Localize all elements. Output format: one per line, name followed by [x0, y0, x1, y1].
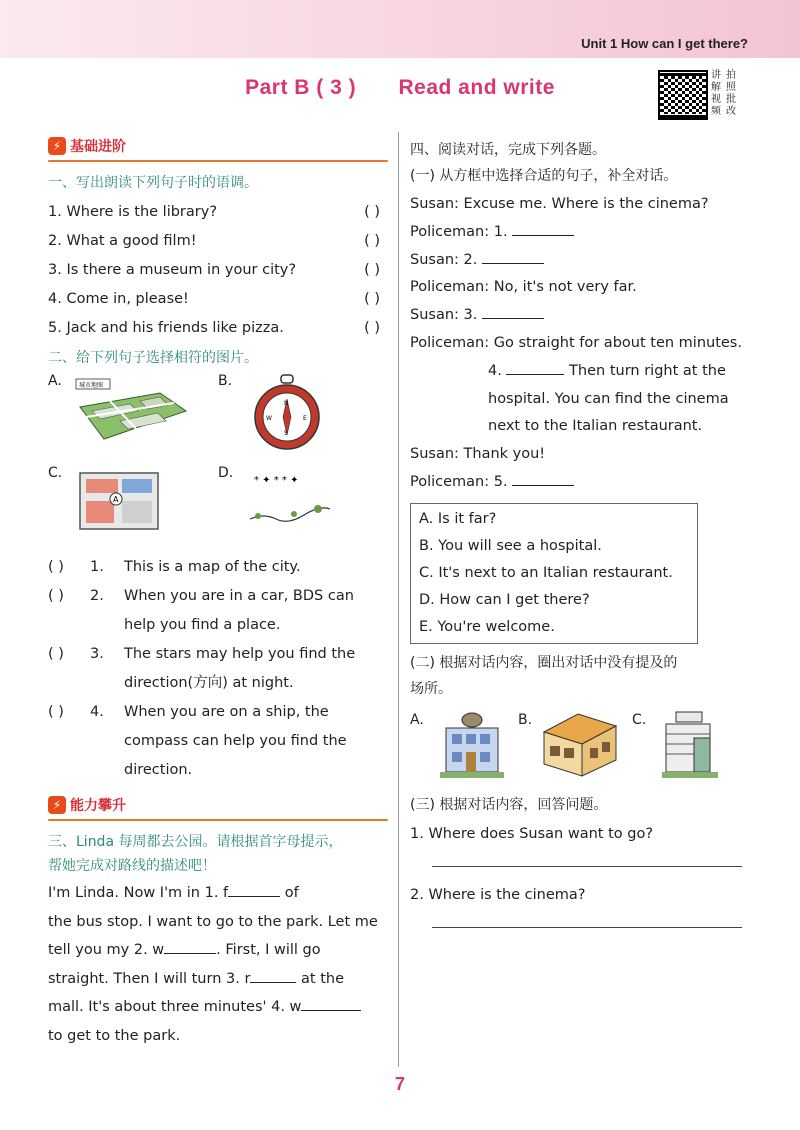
blank-field[interactable] — [512, 485, 574, 486]
city-map-image — [70, 377, 190, 447]
option-item: D. How can I get there? — [419, 591, 590, 608]
judge-item: ( ) 4. When you are on a ship, the compass can help you find the direction. — [48, 698, 388, 785]
blank-field[interactable] — [301, 1010, 361, 1011]
picture-options — [48, 373, 388, 553]
option-item: C. It's next to an Italian restaurant. — [419, 564, 673, 581]
svg-text:N: N — [284, 400, 289, 407]
answer-line[interactable] — [432, 926, 742, 928]
map-sign-text: 城市地图 — [79, 382, 104, 389]
dialog-line: Policeman: 5. — [410, 469, 750, 497]
svg-text:W: W — [266, 415, 272, 422]
question-3-heading: 三、Linda 每周都去公园。请根据首字母提示， 帮她完成对路线的描述吧！ — [48, 834, 343, 874]
question-2-heading: 二、给下列句子选择相符的图片。 — [48, 350, 258, 366]
compass-icon — [248, 373, 328, 453]
title-read-write: Read and write — [398, 76, 555, 99]
blank-field[interactable] — [164, 953, 216, 954]
answer-paren[interactable]: ( ) — [364, 291, 380, 307]
passage-line: straight. Then I will turn 3. r at the — [48, 970, 344, 987]
q1-item: 3. Is there a museum in your city? ( ) — [48, 256, 388, 285]
pic-label-d: D. — [218, 465, 234, 481]
qr-code-icon[interactable] — [658, 70, 708, 120]
dialog-line: Susan: Thank you! — [410, 446, 546, 463]
passage-line: tell you my 2. w . First, I will go — [48, 942, 321, 958]
dialog-line: next to the Italian restaurant. — [488, 418, 703, 435]
answer-line[interactable] — [432, 865, 742, 867]
options-box — [410, 503, 698, 644]
unit-header: Unit 1 How can I get there? — [581, 36, 748, 51]
place-options — [410, 708, 750, 786]
sub-question-3: (三) 根据对话内容，回答问题。 — [410, 796, 608, 813]
shop-building-image[interactable] — [538, 708, 622, 780]
option-item: B. You will see a hospital. — [419, 537, 602, 554]
answer-paren[interactable]: ( ) — [364, 233, 380, 249]
passage — [48, 879, 388, 1050]
answer-paren[interactable]: ( ) — [364, 204, 380, 220]
place-label-b: B. — [518, 711, 533, 728]
pic-label-a: A. — [48, 373, 62, 389]
passage-line: I'm Linda. Now I'm in 1. f of — [48, 885, 299, 901]
answer-bracket[interactable]: ( ) — [48, 646, 64, 662]
question-4-heading: 四、阅读对话，完成下列各题。 — [410, 142, 606, 158]
pic-label-b: B. — [218, 373, 233, 389]
q1-item: 2. What a good film! ( ) — [48, 227, 388, 256]
right-column — [410, 135, 750, 942]
dialog-line: hospital. You can find the cinema — [488, 390, 729, 407]
stars-landscape-image — [244, 469, 334, 529]
dialog-line: Susan: 2. — [410, 247, 750, 275]
section-underline — [48, 819, 388, 821]
left-column — [48, 135, 388, 1050]
answer-paren[interactable]: ( ) — [364, 320, 380, 336]
qr-label: 讲 拍 解 照 视 批 频 改 — [711, 70, 736, 117]
place-label-a: A. — [410, 711, 424, 728]
option-item: E. You're welcome. — [419, 618, 555, 635]
judge-item: ( ) 2. When you are in a car, BDS can help you find a place. — [48, 582, 388, 640]
title-part: Part B ( 3 ) — [245, 76, 357, 99]
section-underline — [48, 160, 388, 162]
svg-text:* ✦ * * ✦: * ✦ * * ✦ — [254, 475, 299, 486]
dialog-line: Policeman: Go straight for about ten minutes. — [410, 334, 742, 351]
pic-label-c: C. — [48, 465, 63, 481]
dialog-line: Susan: Excuse me. Where is the cinema? — [410, 196, 709, 212]
place-label-c: C. — [632, 711, 647, 728]
svg-text:A: A — [113, 495, 119, 504]
restaurant-building-image[interactable] — [436, 708, 506, 780]
blank-field[interactable] — [482, 318, 544, 319]
dialog-line: Policeman: 1. — [410, 219, 750, 247]
bolt-icon: ⚡ — [48, 796, 66, 814]
sub-question-2: (二) 根据对话内容，圈出对话中没有提及的 场所。 — [410, 654, 678, 697]
judge-item: ( ) 3. The stars may help you find the direction(方向) at night. — [48, 640, 388, 698]
column-divider — [398, 132, 399, 1067]
svg-text:E: E — [303, 415, 307, 422]
dialog-line: Policeman: No, it's not very far. — [410, 279, 637, 296]
answer-bracket[interactable]: ( ) — [48, 588, 64, 604]
answer-bracket[interactable]: ( ) — [48, 559, 64, 575]
passage-line: to get to the park. — [48, 1027, 181, 1044]
blank-field[interactable] — [512, 235, 574, 236]
passage-line: mall. It's about three minutes' 4. w — [48, 993, 388, 1022]
dialog — [410, 191, 750, 497]
blank-field[interactable] — [506, 374, 564, 375]
section-basic: ⚡ 基础进阶 — [48, 136, 126, 156]
section-advanced: ⚡ 能力攀升 — [48, 795, 126, 815]
answer-paren[interactable]: ( ) — [364, 262, 380, 278]
answer-bracket[interactable]: ( ) — [48, 704, 64, 720]
answer-question: 2. Where is the cinema? — [410, 886, 586, 903]
blank-field[interactable] — [482, 263, 544, 264]
dialog-line: Susan: 3. — [410, 302, 750, 330]
q1-item: 5. Jack and his friends like pizza. ( ) — [48, 314, 388, 343]
blank-field[interactable] — [250, 982, 296, 983]
sub-question-1: (一) 从方框中选择合适的句子，补全对话。 — [410, 168, 678, 184]
navigation-screen-image — [78, 469, 162, 533]
blank-field[interactable] — [228, 896, 280, 897]
page-number: 7 — [394, 1074, 405, 1094]
answer-question: 1. Where does Susan want to go? — [410, 825, 654, 842]
hospital-building-image[interactable] — [658, 708, 722, 780]
option-item: A. Is it far? — [419, 510, 497, 527]
judge-item: ( ) 1. This is a map of the city. — [48, 553, 388, 582]
svg-text:S: S — [284, 430, 288, 437]
q1-item: 1. Where is the library? ( ) — [48, 198, 388, 227]
bolt-icon: ⚡ — [48, 137, 66, 155]
q1-item: 4. Come in, please! ( ) — [48, 285, 388, 314]
passage-line: the bus stop. I want to go to the park. Let me — [48, 913, 378, 930]
question-1-heading: 一、写出朗读下列句子时的语调。 — [48, 175, 258, 191]
dialog-line: 4. Then turn right at the — [488, 362, 726, 379]
